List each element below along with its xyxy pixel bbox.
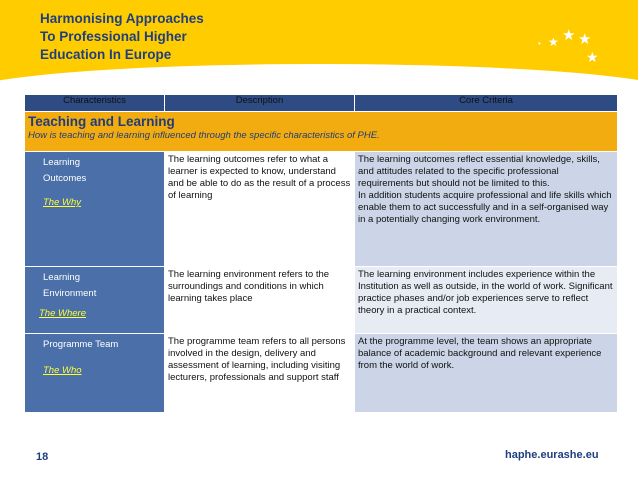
table-header-row bbox=[25, 95, 618, 112]
row-tag-link[interactable]: The Who bbox=[43, 365, 82, 376]
star-icon: ★ bbox=[586, 49, 599, 65]
criteria-cell: The learning environment includes experience within the Institution as well as outside, in the world of work. Significant practice phases and/or job experiences serve to reflect theory in a practical context. bbox=[355, 267, 618, 334]
table-row bbox=[25, 267, 618, 334]
criteria-table bbox=[24, 94, 618, 413]
logo-title-line-3: Education In Europe bbox=[40, 47, 172, 62]
star-icon: • bbox=[538, 39, 541, 48]
section-subtitle: How is teaching and learning influenced through the specific characteristics of PHE. bbox=[28, 130, 380, 141]
column-header-core-criteria: Core Criteria bbox=[355, 95, 618, 112]
characteristic-cell bbox=[25, 152, 165, 267]
description-cell: The learning environment refers to the surroundings and conditions in which learning takes place bbox=[165, 267, 355, 334]
page-number: 18 bbox=[36, 451, 49, 463]
row-title-line: Learning bbox=[43, 272, 80, 283]
row-title-line: Environment bbox=[43, 288, 97, 299]
table-row bbox=[25, 334, 618, 413]
characteristic-cell bbox=[25, 334, 165, 413]
table-row bbox=[25, 152, 618, 267]
row-tag-link[interactable]: The Why bbox=[43, 197, 82, 208]
column-header-characteristics: Characteristics bbox=[25, 95, 165, 112]
website-link[interactable]: haphe.eurashe.eu bbox=[505, 449, 599, 461]
section-row bbox=[25, 112, 618, 152]
section-title: Teaching and Learning bbox=[28, 114, 175, 129]
star-icon: ★ bbox=[548, 35, 559, 49]
logo-title bbox=[40, 10, 204, 64]
logo-title-line-1: Harmonising Approaches bbox=[40, 11, 204, 26]
criteria-cell: At the programme level, the team shows an appropriate balance of academic background and relevant experience from the world of work. bbox=[355, 334, 618, 413]
row-title-line: Programme Team bbox=[43, 339, 119, 350]
section-cell bbox=[25, 112, 618, 152]
description-cell: The learning outcomes refer to what a learner is expected to know, understand and be able to do as the result of a process of learning bbox=[165, 152, 355, 267]
column-header-description: Description bbox=[165, 95, 355, 112]
row-title-line: Learning bbox=[43, 157, 80, 168]
row-tag-link[interactable]: The Where bbox=[39, 308, 86, 319]
star-icon: ★ bbox=[578, 31, 592, 48]
star-icon: ★ bbox=[562, 27, 576, 44]
star-logo bbox=[532, 28, 612, 68]
criteria-cell: The learning outcomes reflect essential knowledge, skills, and attitudes related to the specific professional requirements but should not be limited to this. In addition students acquire professional and life skills which enable them to act successfully and in a self-organised way in a potentially changing work environment. bbox=[355, 152, 618, 267]
row-title-line: Outcomes bbox=[43, 173, 87, 184]
logo-title-line-2: To Professional Higher bbox=[40, 29, 187, 44]
characteristic-cell bbox=[25, 267, 165, 334]
description-cell: The programme team refers to all persons involved in the design, delivery and assessment of learning, including visiting lecturers, professionals and support staff bbox=[165, 334, 355, 413]
